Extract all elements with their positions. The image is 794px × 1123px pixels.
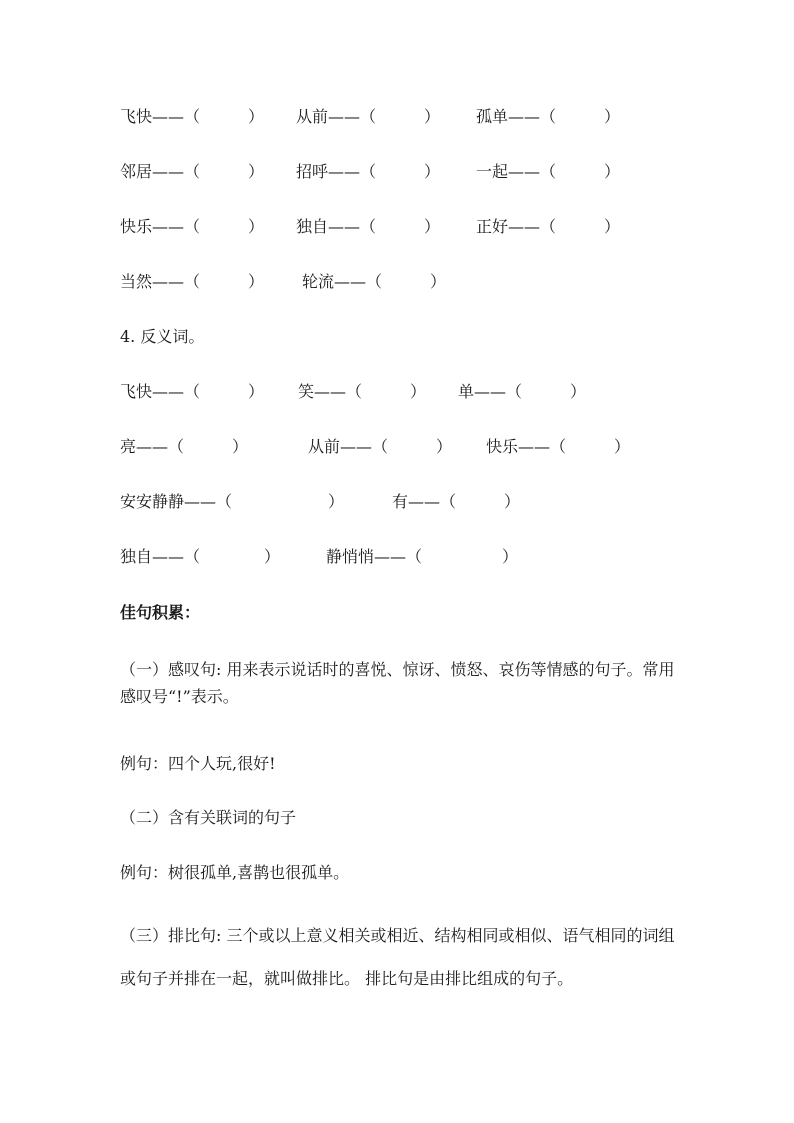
exclaim-example: 例句：四个人玩,很好! (120, 754, 276, 773)
antonym-item: 独自——（ ） (120, 547, 281, 566)
synonym-item: 独自——（ ） (296, 217, 441, 236)
exclaim-definition: （一）感叹句: 用来表示说话时的喜悦、惊讶、愤怒、哀伤等情感的句子。常用感叹号“!”表示。 (120, 660, 675, 706)
synonym-item: 飞快——（ ） (120, 107, 265, 126)
sentences-heading: 佳句积累： (120, 603, 201, 622)
antonym-item: 快乐——（ ） (486, 437, 631, 456)
synonym-item: 正好——（ ） (476, 217, 621, 236)
conjunction-title: （二）含有关联词的句子 (120, 808, 297, 827)
antonym-item: 飞快——（ ） (120, 382, 265, 401)
synonym-item: 从前——（ ） (296, 107, 441, 126)
synonym-item: 当然——（ ） (120, 272, 265, 291)
antonym-item: 笑——（ ） (298, 382, 427, 401)
synonym-item: 轮流——（ ） (302, 272, 447, 291)
synonym-item: 快乐——（ ） (120, 217, 265, 236)
synonym-item: 一起——（ ） (476, 162, 621, 181)
antonym-item: 安安静静——（ ） (120, 492, 345, 511)
antonym-item: 单——（ ） (458, 382, 587, 401)
synonym-item: 邻居——（ ） (120, 162, 265, 181)
parallel-definition: （三）排比句: 三个或以上意义相关或相近、结构相同或相似、语气相同的词组或句子并排在一起，就叫做排比。 排比句是由排比组成的句子。 (120, 926, 675, 988)
antonym-item: 从前——（ ） (308, 437, 453, 456)
synonym-item: 招呼——（ ） (296, 162, 441, 181)
antonym-item: 静悄悄——（ ） (326, 547, 519, 566)
antonym-item: 亮——（ ） (120, 437, 249, 456)
conjunction-example: 例句：树很孤单,喜鹊也很孤单。 (120, 863, 350, 882)
antonyms-heading: 4. 反义词。 (120, 327, 205, 346)
synonym-item: 孤单——（ ） (476, 107, 621, 126)
antonym-item: 有——（ ） (392, 492, 521, 511)
